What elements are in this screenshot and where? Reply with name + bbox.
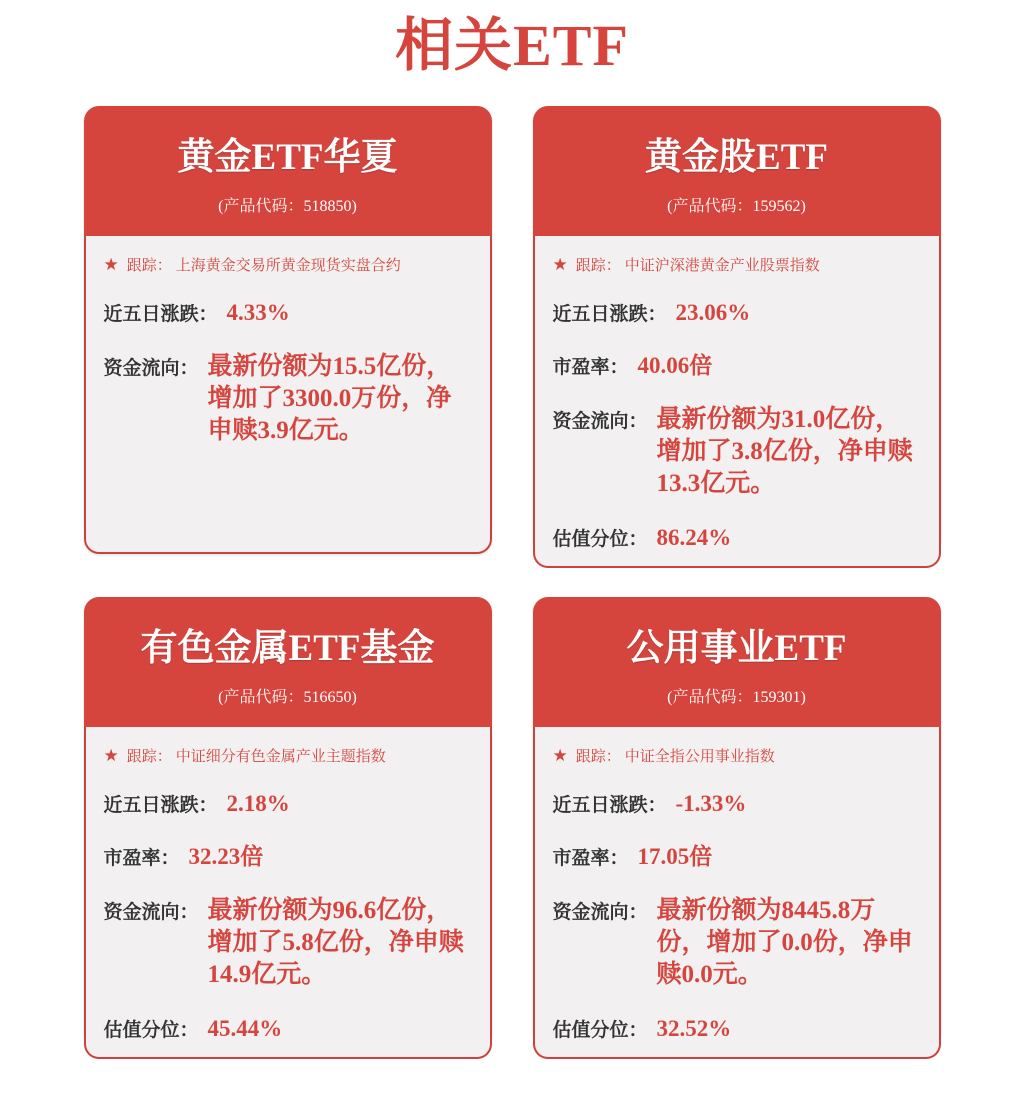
row-value: 最新份额为96.6亿份，增加了5.8亿份，净申赎14.9亿元。 <box>207 896 464 988</box>
etf-card <box>84 597 492 1045</box>
track-row <box>104 254 474 275</box>
metric-row <box>104 895 474 991</box>
star-icon: ★ <box>552 745 568 765</box>
card-header <box>84 106 492 236</box>
metric-row <box>553 842 923 872</box>
row-label: 市盈率： <box>552 356 629 378</box>
card-product-code: (产品代码：518850) <box>218 197 357 215</box>
card-product-code: (产品代码：516650) <box>218 688 357 706</box>
track-value: 中证沪深港黄金产业股票指数 <box>624 256 820 274</box>
card-rows <box>104 789 474 1044</box>
row-label: 近五日涨跌： <box>552 303 667 325</box>
track-value: 中证细分有色金属产业主题指数 <box>175 747 386 765</box>
row-label: 估值分位： <box>103 1019 199 1041</box>
track-label: 跟踪： <box>575 256 621 274</box>
metric-row <box>104 351 474 447</box>
metric-row <box>553 1014 923 1044</box>
row-label: 资金流向： <box>103 901 199 923</box>
row-value: 17.05倍 <box>637 843 713 869</box>
metric-row <box>553 895 923 991</box>
track-row <box>553 254 923 275</box>
card-title: 黄金股ETF <box>645 136 828 178</box>
card-body <box>533 236 941 569</box>
card-title: 有色金属ETF基金 <box>140 627 435 669</box>
track-row <box>104 745 474 766</box>
row-label: 市盈率： <box>552 847 629 869</box>
track-value: 中证全指公用事业指数 <box>624 747 775 765</box>
metric-row <box>553 351 923 381</box>
metric-row <box>553 789 923 819</box>
track-label: 跟踪： <box>575 747 621 765</box>
row-label: 市盈率： <box>103 847 180 869</box>
metric-row <box>553 298 923 328</box>
row-value: -1.33% <box>675 790 747 816</box>
star-icon: ★ <box>103 254 119 274</box>
metric-row <box>104 789 474 819</box>
card-title: 公用事业ETF <box>626 627 847 669</box>
etf-card-grid <box>0 106 1024 1045</box>
etf-card <box>533 106 941 554</box>
row-label: 资金流向： <box>552 901 648 923</box>
metric-row <box>553 523 923 553</box>
row-label: 近五日涨跌： <box>103 303 218 325</box>
metric-row <box>104 1014 474 1044</box>
card-body <box>533 727 941 1060</box>
row-label: 近五日涨跌： <box>552 794 667 816</box>
card-title: 黄金ETF华夏 <box>177 136 398 178</box>
row-value: 32.52% <box>656 1015 732 1041</box>
row-value: 86.24% <box>656 524 732 550</box>
card-header <box>84 597 492 727</box>
metric-row <box>104 298 474 328</box>
etf-card <box>84 106 492 554</box>
star-icon: ★ <box>103 745 119 765</box>
card-header <box>533 597 941 727</box>
page-title: 相关ETF <box>395 13 629 78</box>
row-label: 近五日涨跌： <box>103 794 218 816</box>
card-rows <box>553 789 923 1044</box>
card-body <box>84 236 492 554</box>
metric-row <box>553 404 923 500</box>
track-value: 上海黄金交易所黄金现货实盘合约 <box>175 256 401 274</box>
track-label: 跟踪： <box>126 747 172 765</box>
row-value: 最新份额为31.0亿份，增加了3.8亿份，净申赎13.3亿元。 <box>656 405 913 497</box>
card-rows <box>104 298 474 447</box>
card-product-code: (产品代码：159301) <box>667 688 806 706</box>
card-body <box>84 727 492 1060</box>
row-value: 最新份额为15.5亿份，增加了3300.0万份，净申赎3.9亿元。 <box>207 352 452 444</box>
card-product-code: (产品代码：159562) <box>667 197 806 215</box>
row-value: 40.06倍 <box>637 352 713 378</box>
card-rows <box>553 298 923 553</box>
row-label: 估值分位： <box>552 1019 648 1041</box>
card-header <box>533 106 941 236</box>
row-value: 23.06% <box>675 299 751 325</box>
star-icon: ★ <box>552 254 568 274</box>
row-label: 资金流向： <box>103 357 199 379</box>
track-label: 跟踪： <box>126 256 172 274</box>
track-row <box>553 745 923 766</box>
row-value: 4.33% <box>226 299 290 325</box>
row-label: 资金流向： <box>552 410 648 432</box>
row-value: 最新份额为8445.8万份，增加了0.0份，净申赎0.0元。 <box>656 896 913 988</box>
row-value: 32.23倍 <box>188 843 264 869</box>
row-label: 估值分位： <box>552 528 648 550</box>
metric-row <box>104 842 474 872</box>
row-value: 2.18% <box>226 790 290 816</box>
etf-card <box>533 597 941 1045</box>
row-value: 45.44% <box>207 1015 283 1041</box>
